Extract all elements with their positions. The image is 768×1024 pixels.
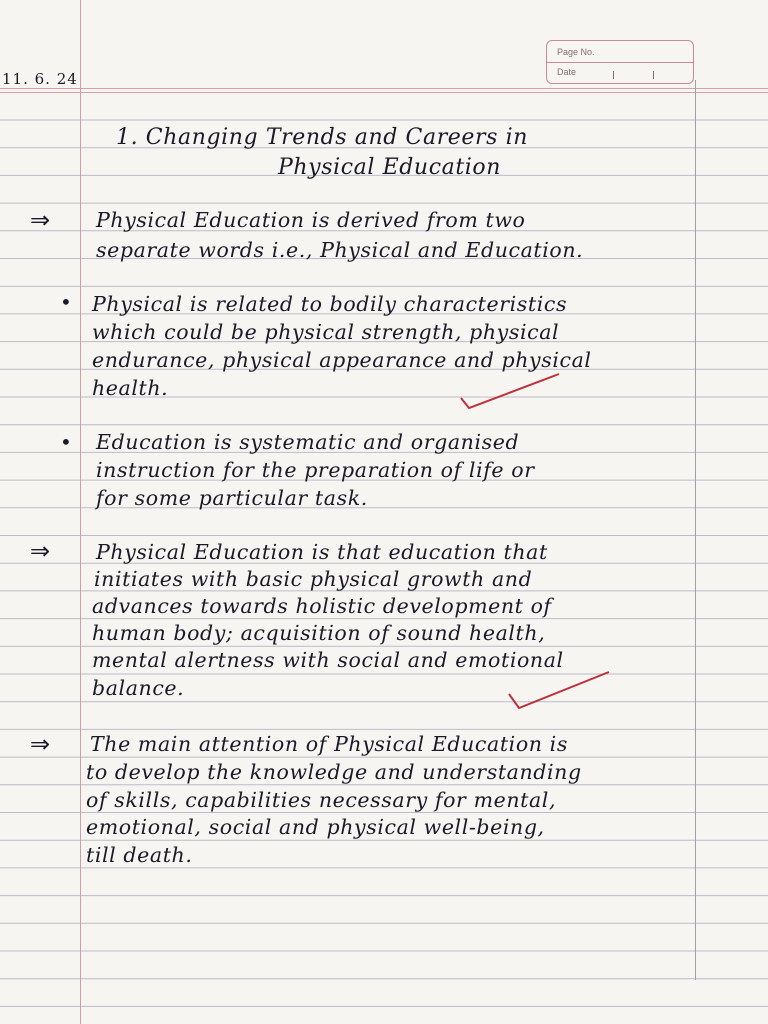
text-line: till death.: [86, 843, 193, 867]
text-line: human body; acquisition of sound health,: [92, 621, 546, 645]
date-label: Date: [557, 67, 577, 77]
header-rule-bottom: [0, 92, 768, 93]
page-date-box: [546, 40, 694, 84]
text-line: endurance, physical appearance and physical: [92, 348, 592, 372]
text-line: Physical Education is that education that: [96, 540, 548, 564]
check-mark: [505, 668, 615, 712]
page-title-line-1: 1. Changing Trends and Careers in: [116, 125, 529, 150]
text-line: Physical Education is derived from two: [96, 208, 526, 232]
text-line: Physical is related to bodily characteristics: [92, 292, 568, 316]
text-line: advances towards holistic development of: [92, 594, 552, 618]
text-line: The main attention of Physical Education is: [90, 732, 568, 756]
arrow-marker: ⇒: [30, 537, 51, 565]
margin-line: [80, 0, 81, 1024]
text-line: to develop the knowledge and understanding: [86, 760, 582, 784]
check-mark: [455, 370, 565, 410]
text-line: health.: [92, 376, 169, 400]
text-line: Education is systematic and organised: [96, 430, 520, 454]
text-line: initiates with basic physical growth and: [94, 567, 533, 591]
arrow-marker: ⇒: [30, 206, 51, 234]
right-rule: [695, 80, 696, 980]
text-line: emotional, social and physical well-being,: [86, 815, 545, 839]
page-no-label: Page No.: [557, 47, 595, 57]
text-line: instruction for the preparation of life or: [96, 458, 535, 482]
bullet-marker: •: [60, 430, 72, 454]
header-rule-top: [0, 88, 768, 89]
page-title-line-2: Physical Education: [278, 155, 502, 180]
text-line: separate words i.e., Physical and Education.: [96, 238, 584, 262]
handwritten-date: 11. 6. 24: [2, 70, 78, 88]
arrow-marker: ⇒: [30, 730, 51, 758]
text-line: of skills, capabilities necessary for mental,: [86, 788, 557, 812]
text-line: balance.: [92, 676, 185, 700]
text-line: for some particular task.: [96, 486, 368, 510]
text-line: which could be physical strength, physical: [92, 320, 560, 344]
text-line: mental alertness with social and emotional: [92, 648, 564, 672]
bullet-marker: •: [60, 290, 72, 314]
